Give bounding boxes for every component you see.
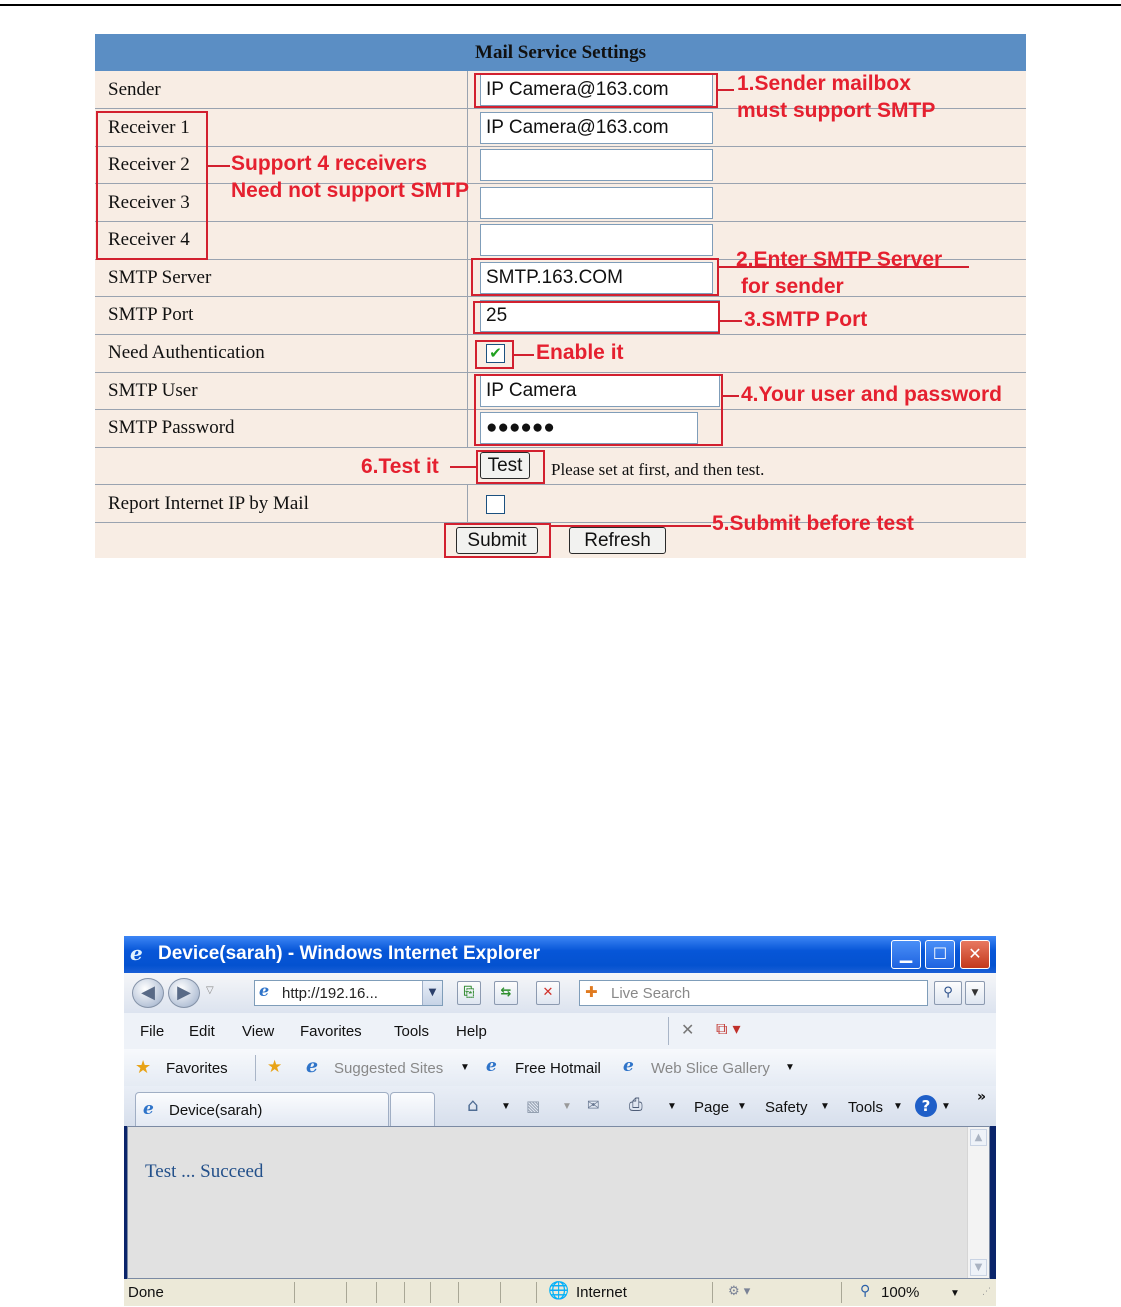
callout-line — [450, 466, 476, 468]
mail-settings-title: Mail Service Settings — [95, 34, 1026, 71]
ie-status-bar — [124, 1279, 996, 1306]
ie-logo-icon: e — [130, 941, 143, 965]
favorites-button[interactable]: Favorites — [166, 1060, 228, 1077]
smtp-port-field[interactable]: 25 — [480, 300, 720, 332]
status-divider — [841, 1282, 842, 1303]
menu-separator — [668, 1017, 669, 1045]
row-divider — [95, 334, 1026, 335]
menu-tools[interactable]: Tools — [394, 1023, 430, 1040]
smtp-server-field[interactable]: SMTP.163.COM — [480, 262, 713, 294]
close-toolbar-icon[interactable]: ✕ — [681, 1020, 695, 1039]
sender-highlight-box — [474, 73, 718, 108]
refresh-button[interactable]: Refresh — [569, 527, 666, 554]
label-smtp-server: SMTP Server — [108, 267, 212, 288]
receivers-highlight-box — [96, 111, 208, 260]
callout-line — [208, 165, 230, 167]
label-smtp-port: SMTP Port — [108, 304, 194, 325]
scroll-up-icon[interactable]: ▲ — [970, 1129, 987, 1146]
zoom-level[interactable]: 100% — [881, 1284, 920, 1301]
callout-line — [723, 395, 739, 397]
help-icon[interactable]: ? — [915, 1095, 937, 1117]
status-divider — [536, 1282, 537, 1303]
label-smtp-password: SMTP Password — [108, 417, 235, 438]
tools-menu-dropdown-icon[interactable]: ▼ — [893, 1101, 903, 1112]
label-receiver-2: Receiver 2 — [108, 154, 190, 175]
receiver-2-field[interactable] — [480, 149, 713, 181]
annotation-enable-it: Enable it — [536, 341, 624, 364]
column-divider — [467, 484, 468, 522]
status-divider — [294, 1282, 295, 1303]
smtp-server-highlight-box — [471, 258, 719, 296]
smtp-user-field[interactable]: IP Camera — [480, 375, 720, 407]
test-note: Please set at first, and then test. — [551, 460, 765, 479]
tab-page-icon: e — [143, 1099, 154, 1119]
suggested-sites-icon: e — [306, 1055, 319, 1077]
hotmail-icon: e — [486, 1056, 497, 1076]
forward-icon[interactable]: ▶ — [168, 978, 200, 1008]
authentication-highlight-box — [475, 340, 514, 369]
ie-address-bar — [124, 973, 996, 1013]
annotation-smtp-server-line1: 2.Enter SMTP Server — [736, 248, 943, 271]
ie-content-area — [127, 1126, 990, 1279]
safety-menu[interactable]: Safety — [765, 1099, 808, 1116]
page-menu[interactable]: Page — [694, 1099, 730, 1116]
safety-menu-dropdown-icon[interactable]: ▼ — [820, 1101, 830, 1112]
search-options-icon[interactable]: ▼ — [965, 981, 985, 1005]
status-divider — [376, 1282, 377, 1303]
search-icon[interactable]: ⚲ — [934, 981, 962, 1005]
test-result-message: Test ... Succeed — [145, 1161, 264, 1182]
history-dropdown-icon[interactable]: ▽ — [206, 985, 214, 996]
ie-title-bar[interactable] — [124, 936, 996, 973]
test-highlight-box — [476, 450, 545, 484]
close-icon[interactable]: ✕ — [960, 940, 990, 969]
search-placeholder: Live Search — [611, 985, 691, 1002]
menu-view[interactable]: View — [242, 1023, 275, 1040]
row-divider — [95, 484, 1026, 485]
suggested-sites-dropdown-icon[interactable]: ▼ — [460, 1062, 470, 1073]
refresh-icon[interactable]: ⇆ — [494, 981, 518, 1005]
print-dropdown-icon[interactable]: ▼ — [667, 1101, 677, 1112]
row-divider — [95, 221, 1026, 222]
stop-icon[interactable]: ✕ — [536, 981, 560, 1005]
label-sender: Sender — [108, 79, 161, 100]
callout-line — [718, 89, 734, 91]
callout-line — [514, 354, 534, 356]
feeds-icon[interactable]: ▧ — [526, 1097, 541, 1115]
label-report-internet-ip: Report Internet IP by Mail — [108, 493, 309, 514]
annotation-submit: 5.Submit before test — [712, 512, 914, 535]
favorites-star-icon: ★ — [135, 1057, 152, 1078]
annotation-receivers-line2: Need not support SMTP — [231, 179, 469, 202]
zoom-dropdown-icon[interactable]: ▼ — [950, 1288, 960, 1299]
status-divider — [404, 1282, 405, 1303]
maximize-icon[interactable]: ☐ — [925, 940, 955, 969]
test-button[interactable]: Test — [480, 452, 530, 479]
ie-window-title: Device(sarah) - Windows Internet Explorer — [158, 943, 541, 964]
annotation-credentials: 4.Your user and password — [741, 383, 1003, 406]
status-divider — [346, 1282, 347, 1303]
receiver-4-field[interactable] — [480, 224, 713, 256]
print-icon[interactable]: ⎙ — [629, 1095, 643, 1115]
top-rule — [0, 4, 1121, 6]
resize-grip-icon[interactable]: ⋰ — [982, 1287, 991, 1297]
tools-menu[interactable]: Tools — [848, 1099, 884, 1116]
chevron-right-icon[interactable]: » — [977, 1089, 987, 1105]
compatibility-view-icon[interactable]: ⎘ — [457, 981, 481, 1005]
minimize-icon[interactable]: ▁ — [891, 940, 921, 969]
label-receiver-3: Receiver 3 — [108, 192, 190, 213]
callout-line — [551, 525, 711, 527]
help-dropdown-icon[interactable]: ▼ — [941, 1101, 951, 1112]
report-internet-ip-checkbox[interactable] — [486, 495, 505, 514]
row-divider — [95, 146, 1026, 147]
menu-help[interactable]: Help — [456, 1023, 487, 1040]
menu-edit[interactable]: Edit — [189, 1023, 215, 1040]
menu-favorites[interactable]: Favorites — [300, 1023, 362, 1040]
need-authentication-checkbox[interactable]: ✔ — [486, 344, 505, 363]
home-dropdown-icon[interactable]: ▼ — [501, 1101, 511, 1112]
annotation-sender-line2: must support SMTP — [737, 99, 936, 122]
smtp-password-field[interactable]: ●●●●●● — [480, 412, 698, 444]
annotation-smtp-server-line2: for sender — [741, 275, 844, 298]
submit-highlight-box — [444, 523, 551, 558]
feeds-dropdown-icon[interactable]: ▼ — [562, 1101, 572, 1112]
ie-window — [124, 936, 996, 1306]
status-text: Done — [128, 1284, 164, 1301]
row-divider — [95, 296, 1026, 297]
status-divider — [430, 1282, 431, 1303]
back-icon[interactable]: ◀ — [132, 978, 164, 1008]
vertical-scrollbar[interactable] — [967, 1127, 989, 1278]
label-smtp-user: SMTP User — [108, 380, 198, 401]
suggested-sites-link[interactable]: Suggested Sites — [334, 1060, 444, 1077]
home-icon[interactable]: ⌂ — [467, 1095, 479, 1116]
submit-button[interactable]: Submit — [456, 527, 538, 554]
row-divider — [95, 447, 1026, 448]
status-divider — [712, 1282, 713, 1303]
web-slice-icon: e — [623, 1056, 634, 1076]
add-favorite-icon[interactable]: ★ — [267, 1057, 283, 1077]
protected-mode-icon[interactable]: ⚙ ▾ — [728, 1284, 751, 1299]
search-field[interactable] — [579, 980, 928, 1006]
free-hotmail-link[interactable]: Free Hotmail — [515, 1060, 601, 1077]
tab-title: Device(sarah) — [169, 1102, 263, 1119]
menu-file[interactable]: File — [140, 1023, 165, 1040]
receiver-1-field[interactable]: IP Camera@163.com — [480, 112, 713, 144]
internet-globe-icon: 🌐 — [548, 1281, 570, 1301]
receiver-3-field[interactable] — [480, 187, 713, 219]
scroll-down-icon[interactable]: ▼ — [970, 1259, 987, 1276]
annotation-smtp-port: 3.SMTP Port — [744, 308, 868, 331]
web-slice-dropdown-icon[interactable]: ▼ — [785, 1062, 795, 1073]
read-mail-icon[interactable]: ✉ — [587, 1096, 600, 1114]
address-dropdown-icon[interactable]: ▼ — [422, 981, 442, 1005]
ie-favorites-bar — [124, 1049, 996, 1086]
live-search-icon: ✚ — [585, 983, 598, 1001]
page-menu-dropdown-icon[interactable]: ▼ — [737, 1101, 747, 1112]
tab-device-sarah[interactable] — [135, 1092, 389, 1126]
ie-menu-bar — [124, 1013, 996, 1049]
label-receiver-4: Receiver 4 — [108, 229, 190, 250]
page-icon: e — [259, 981, 270, 1000]
address-text: http://192.16... — [282, 985, 378, 1002]
sender-field[interactable]: IP Camera@163.com — [480, 74, 713, 106]
addon-icon[interactable]: ⧉ ▾ — [716, 1019, 741, 1038]
smtp-port-highlight-box — [473, 301, 720, 334]
row-divider — [95, 372, 1026, 373]
label-receiver-1: Receiver 1 — [108, 117, 190, 138]
web-slice-gallery-link[interactable]: Web Slice Gallery — [651, 1060, 770, 1077]
ie-tab-row — [124, 1086, 996, 1126]
callout-line — [720, 320, 742, 322]
zoom-icon: ⚲ — [860, 1283, 871, 1299]
status-divider — [500, 1282, 501, 1303]
fav-separator — [255, 1055, 256, 1081]
label-need-authentication: Need Authentication — [108, 342, 265, 363]
address-field[interactable] — [254, 980, 443, 1006]
new-tab-button[interactable] — [390, 1092, 435, 1126]
annotation-test-it: 6.Test it — [361, 455, 439, 478]
credentials-highlight-box — [474, 374, 723, 446]
column-divider — [467, 71, 468, 447]
annotation-receivers-line1: Support 4 receivers — [231, 152, 428, 175]
status-divider — [458, 1282, 459, 1303]
security-zone-text: Internet — [576, 1284, 627, 1301]
annotation-sender-line1: 1.Sender mailbox — [737, 72, 911, 95]
